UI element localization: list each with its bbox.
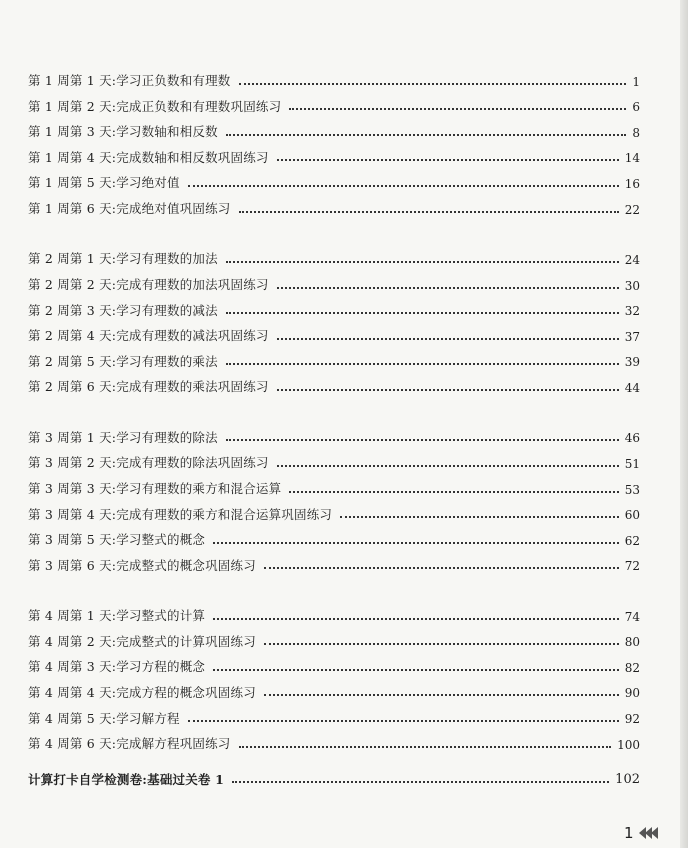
table-of-contents: [28, 62, 640, 786]
toc-entry[interactable]: [28, 444, 640, 470]
toc-entry-title: 第 2 周第 4 天:完成有理数的减法巩固练习: [28, 328, 269, 344]
toc-entry[interactable]: [28, 725, 640, 751]
toc-entry[interactable]: [28, 266, 640, 292]
toc-entry-page: 74: [624, 609, 640, 624]
dot-leader: [264, 567, 619, 569]
dot-leader: [213, 618, 619, 620]
toc-entry[interactable]: [28, 88, 640, 114]
dot-leader: [226, 134, 627, 136]
dot-leader: [340, 516, 619, 518]
toc-entry-title: 第 3 周第 4 天:完成有理数的乘方和混合运算巩固练习: [28, 506, 333, 522]
dot-leader: [264, 643, 619, 645]
dot-leader: [289, 491, 618, 493]
toc-entry-title: 第 4 周第 4 天:完成方程的概念巩固练习: [28, 684, 256, 700]
toc-entry-title: 第 2 周第 3 天:学习有理数的减法: [28, 302, 218, 318]
toc-entry-title: 第 4 周第 6 天:完成解方程巩固练习: [28, 736, 231, 752]
toc-entry[interactable]: [28, 317, 640, 343]
toc-entry-title: 第 2 周第 1 天:学习有理数的加法: [28, 251, 218, 267]
section-gap: [28, 394, 640, 419]
toc-entry-page: 39: [624, 355, 640, 370]
toc-entry-page: 37: [624, 329, 640, 344]
toc-entry[interactable]: [28, 674, 640, 700]
final-toc-entry[interactable]: [28, 761, 640, 787]
toc-entry-page: 102: [615, 772, 640, 788]
toc-entry-title: 第 4 周第 5 天:学习解方程: [28, 710, 180, 726]
section-gap: [28, 572, 640, 597]
dot-leader: [277, 465, 619, 467]
toc-entry[interactable]: [28, 368, 640, 394]
toc-entry-title: 计算打卡自学检测卷:基础过关卷 1: [28, 771, 225, 787]
toc-entry-page: 72: [624, 559, 640, 574]
toc-entry-title: 第 1 周第 6 天:完成绝对值巩固练习: [28, 201, 231, 217]
dot-leader: [239, 746, 612, 748]
toc-entry-page: 53: [624, 482, 640, 497]
toc-entry-page: 8: [632, 125, 640, 140]
toc-entry-page: 46: [624, 431, 640, 446]
toc-entry-title: 第 4 周第 2 天:完成整式的计算巩固练习: [28, 633, 256, 649]
toc-entry[interactable]: [28, 419, 640, 445]
toc-entry-page: 90: [624, 686, 640, 701]
toc-entry-page: 92: [624, 712, 640, 727]
toc-entry-page: 30: [624, 278, 640, 293]
dot-leader: [277, 338, 619, 340]
dot-leader: [188, 185, 619, 187]
toc-entry-title: 第 2 周第 5 天:学习有理数的乘法: [28, 353, 218, 369]
toc-entry[interactable]: [28, 496, 640, 522]
toc-entry[interactable]: [28, 240, 640, 266]
toc-entry-title: 第 1 周第 4 天:完成数轴和相反数巩固练习: [28, 149, 269, 165]
toc-entry[interactable]: [28, 343, 640, 369]
toc-entry[interactable]: [28, 113, 640, 139]
toc-entry[interactable]: [28, 623, 640, 649]
toc-entry-page: 6: [632, 100, 640, 115]
dot-leader: [226, 439, 619, 441]
toc-entry-title: 第 3 周第 2 天:完成有理数的除法巩固练习: [28, 455, 269, 471]
dot-leader: [264, 694, 619, 696]
dot-leader: [226, 261, 619, 263]
toc-sections: [28, 62, 640, 751]
toc-entry[interactable]: [28, 470, 640, 496]
toc-entry[interactable]: [28, 648, 640, 674]
toc-entry-page: 32: [624, 304, 640, 319]
toc-entry-page: 62: [624, 533, 640, 548]
toc-entry-page: 60: [624, 508, 640, 523]
toc-entry[interactable]: [28, 164, 640, 190]
toc-entry-title: 第 4 周第 1 天:学习整式的计算: [28, 608, 206, 624]
toc-entry[interactable]: [28, 547, 640, 573]
toc-entry-title: 第 2 周第 2 天:完成有理数的加法巩固练习: [28, 277, 269, 293]
dot-leader: [226, 312, 619, 314]
toc-entry[interactable]: [28, 62, 640, 88]
page-number: 1: [624, 824, 634, 842]
toc-entry[interactable]: [28, 521, 640, 547]
toc-entry-page: 44: [624, 380, 640, 395]
dot-leader: [213, 542, 619, 544]
toc-entry-title: 第 1 周第 5 天:学习绝对值: [28, 175, 180, 191]
toc-entry-page: 16: [624, 176, 640, 191]
toc-entry-title: 第 1 周第 2 天:完成正负数和有理数巩固练习: [28, 98, 282, 114]
dot-leader: [277, 159, 619, 161]
dot-leader: [213, 669, 619, 671]
toc-entry-title: 第 3 周第 6 天:完成整式的概念巩固练习: [28, 557, 256, 573]
toc-entry-page: 22: [624, 202, 640, 217]
dot-leader: [289, 108, 626, 110]
toc-entry-title: 第 4 周第 3 天:学习方程的概念: [28, 659, 206, 675]
toc-entry-title: 第 3 周第 3 天:学习有理数的乘方和混合运算: [28, 481, 282, 496]
dot-leader: [239, 83, 627, 85]
triple-left-arrow-icon: [640, 827, 658, 839]
toc-entry[interactable]: [28, 139, 640, 165]
toc-entry-title: 第 2 周第 6 天:完成有理数的乘法巩固练习: [28, 379, 269, 395]
dot-leader: [277, 287, 619, 289]
dot-leader: [226, 363, 619, 365]
toc-entry[interactable]: [28, 597, 640, 623]
toc-entry[interactable]: [28, 292, 640, 318]
toc-entry-page: 80: [624, 635, 640, 650]
dot-leader: [239, 211, 619, 213]
toc-entry-page: 82: [624, 660, 640, 675]
toc-entry-title: 第 1 周第 1 天:学习正负数和有理数: [28, 73, 231, 89]
dot-leader: [188, 720, 619, 722]
toc-entry-page: 100: [617, 737, 640, 752]
page-footer: [624, 824, 658, 842]
toc-entry-title: 第 1 周第 3 天:学习数轴和相反数: [28, 124, 218, 140]
toc-entry-page: 1: [632, 74, 640, 89]
toc-entry-title: 第 3 周第 1 天:学习有理数的除法: [28, 429, 218, 445]
dot-leader: [277, 389, 619, 391]
toc-entry[interactable]: [28, 699, 640, 725]
toc-entry[interactable]: [28, 190, 640, 216]
toc-entry-page: 14: [624, 151, 640, 166]
toc-entry-page: 51: [624, 456, 640, 471]
toc-entry-title: 第 3 周第 5 天:学习整式的概念: [28, 532, 206, 548]
toc-entry-page: 24: [624, 252, 640, 267]
dot-leader: [232, 781, 609, 783]
page-edge: [680, 0, 688, 848]
section-gap: [28, 216, 640, 241]
